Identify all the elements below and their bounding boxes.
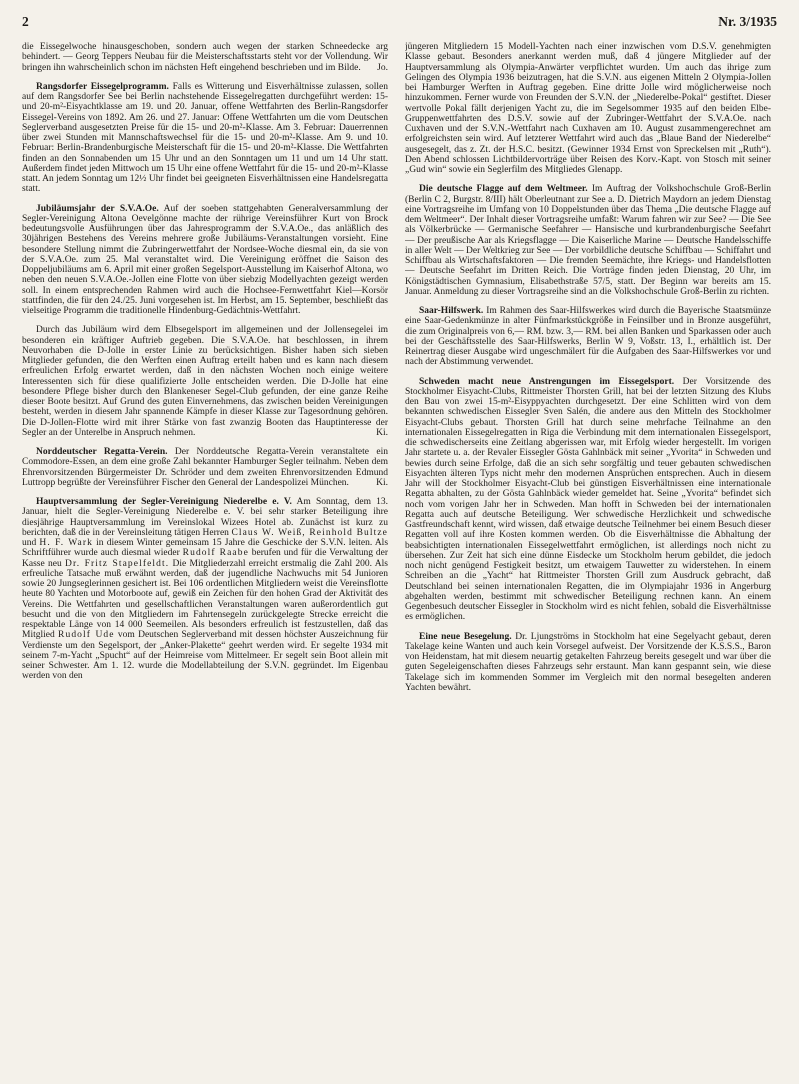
article-niederelbe (22, 497, 388, 682)
article-text: berufen und für die Verwaltung der Kasse neu (22, 548, 388, 569)
author-signature: Jo. (377, 62, 388, 73)
article-heading: Hauptversammlung der Segler-Vereinigung Niederelbe e. V. (36, 497, 292, 507)
article-regatta-verein (22, 447, 388, 488)
person-names: Claus W. Weiß, Reinhold Bultze (231, 527, 388, 538)
article-deutsche-flagge (405, 184, 771, 297)
article-text: jüngeren Mitgliedern 15 Modell-Yachten nach einer inzwischen vom D.S.V. genehmigten Klasse gebaut. Besonders anerkannt werden muß, daß 4 jüngere Mitglieder auf der Hauptversammlung als Olympia-Anwärter verpflichtet wurden. Um auch das ihrige zum Gelingen des Olympia 1936 beizutragen, hat die S.V.N. aus eigenen Mitteln 2 Olympia-Jollen bei Hamburger Werften in Auftrag gegeben. Eine dritte Jolle wird möglicherweise noch hinzukommen. Ferner wurde von Freunden der S.V.N. der „Niederelbe-Pokal“ gestiftet. Dieser wertvolle Pokal fällt derjenigen Yacht zu, die im Segelsommer 1935 auf den beiden Elbe-Gruppenwettfahrten des D.S.V. sowie auf der Zubringer-Wettfahrt der S.V.A.Oe. nach Cuxhaven und der S.V.N.-Wettfahrt nach Cuxhaven am 10. August zusammengerechnet am erfolgreichsten sein wird. Auf letzterer Wettfahrt wird auch das „Blaue Band der Niederelbe“ ausgesegelt, das z. Zt. der H.S.C. besitzt. (Gewinner 1934 Ernst von Spreckelsen mit „Ruth“). Den Abend schlossen Lichtbildervorträge über Reisen des Korv.-Kapt. von Stosch mit seiner „Gud win“ sowie ein Seglerfilm des Mitgliedes Glenapp. (405, 42, 771, 175)
article-text: Die Mitgliederzahl erreicht erstmalig die Zahl 200. Als erfreuliche Tatsache muß erwähnt werden, daß der jugendliche Nachwuchs mit 54 Junioren sowie 20 Jungseglerinnen gesichert ist. Bei 106 ordentlichen Mitgliedern weist die Vereinsflotte heute 80 Yachten und Motorboote auf, gewiß ein Zeichen für den hohen Grad der Aktivität des Vereins. Die Wettfahrten und gesellschaftlichen Veranstaltungen waren außerordentlich gut besucht und die von den Mitgliedern im Fahrtensegeln zurückgelegte Strecke erreicht die respektable Länge von 14 000 Seemeilen. Als besonders erfreulich ist festzustellen, daß das Mitglied (22, 558, 388, 641)
person-name: H. F. Wark (39, 538, 93, 548)
article-text: Im Auftrag der Volkshochschule Groß-Berlin (Berlin C 2, Burgstr. 8/III) hält Oberleutnant zur See a. D. Dietrich Maydorn an jedem Dienstag eine Vortragsreihe im Umfang von 10 Doppelstunden über das Thema „Die deutsche Flagge auf dem Weltmeer“. Der Inhalt dieser Vortragsreihe umfaßt: Warum fahren wir zur See? — Die See als Völkerbrücke — Germanische Seefahrer — Hansische und kurbrandenburgische Seefahrt — Der preußische Aar als Kriegsflagge — Die Kaiserliche Marine — Deutsche Handelsschiffe in aller Welt — Der Weltkrieg zur See — Der vorbildliche deutsche Schiffbau — Schiffahrt und Schiffbau als Wirtschaftsfaktoren — Die fremden Seemächte, ihre Kriegs- und Handelsflotten — Deutsche Seefahrt im Dritten Reich. Die Vorträge finden jeden Dienstag, 20 Uhr, im Königstädtischen Gymnasium, Elisabethstraße 57/5, statt. Der Beginn war bereits am 15. Januar. Anmeldung zu dieser Vortragsreihe sind an die Volkshochschule Groß-Berlin zu richten. (405, 184, 771, 297)
article-heading: Die deutsche Flagge auf dem Weltmeer. (419, 184, 588, 195)
article-niederelbe-continued (405, 42, 771, 175)
person-name: Rudolf Raabe (182, 548, 249, 559)
page-header (22, 14, 777, 36)
article-text: Der Norddeutsche Regatta-Verein veranstaltete ein Commodore-Essen, an dem eine große Zahl bekannter Hamburger Segler teilnahm. Neben dem Ehrenvorsitzenden Bürgermeister Dr. Schröder und dem zweiten Ehrenvorsitzenden Edmund Luttropp begrüßte der Vereinsführer Fischer den General der Landespolizei München. (22, 447, 388, 488)
article-heading: Jubiläumsjahr der S.V.A.Oe. (36, 203, 159, 214)
author-signature: Ki. (376, 427, 388, 438)
paragraph-text: die Eissegelwoche hinausgeschoben, sondern auch wegen der starken Schneedecke arg behindert. — Georg Teppers Neubau für die Meisterschaftsstarts steht vor der Vollendung. Wir bringen ihn wahrscheinlich schon im nächsten Heft eingehend beschrieben und im Bilde. (22, 42, 388, 73)
article-heading: Saar-Hilfswerk. (419, 306, 484, 316)
article-text: vom Deutschen Seglerverband mit dessen höchster Auszeichnung für Verdienste um den Segelsport, der „Anker-Plakette“ geehrt werden wird. Er segelte 1934 mit seinem 7-m-Yacht „Spucht“ auf der Heimreise vom Mittelmeer. Er segelt sein Boot allein mit seiner Schwester. Am 1. 12. wurde die Modellabteilung der S.V.N. gegründet. Im Eigenbau werden von den (22, 630, 388, 682)
article-text: Dr. Ljungströms in Stockholm hat eine Segelyacht gebaut, deren Takelage keine Wanten und auch kein Vorsegel aufweist. Der Vorsitzende der K.S.S.S., Baron von Heidenstam, hat mit diesem neuartig getakelten Fahrzeug bereits gesegelt und war über die guten Segeleigenschaften dieses Fahrzeugs sehr erstaunt. Man kann gespannt sein, wie diese Takelage sich im kommenden Sommer im Vergleich mit den normal besegelten anderen Yachten bewährt. (405, 631, 771, 693)
right-column (405, 42, 771, 1064)
article-heading: Schweden macht neue Anstrengungen im Eissegelsport. (419, 376, 675, 387)
article-jubilaeum-continued (22, 325, 388, 438)
person-name: Dr. Fritz Stapelfeldt. (65, 558, 170, 569)
article-text: in diesem Winter gemeinsam 15 Jahre die Geschicke der S.V.N. leiten. Als Schriftführer wurde auch diesmal wieder (22, 538, 388, 559)
article-text: Im Rahmen des Saar-Hilfswerkes wird durch die Bayerische Staatsmünze eine Saar-Gedenkmünze in alter Fünfmarkstückgröße in Feinsilber und in Bronze ausgeführt, die zum Originalpreis von 6,— RM. bzw. 3,— RM. bei allen Banken und Sparkassen oder auch bei der Geschäftsstelle des Saar-Hilfswerks, Berlin W 9, Voßstr. 13, I., erhältlich ist. Der Reinertrag dieser Ausgabe wird ungeschmälert für die Aufgaben des Saar-Hilfswerkes vor und nach der Abstimmung verwendet. (405, 306, 771, 368)
author-signature: Ki. (376, 477, 388, 488)
article-heading: Rangsdorfer Eissegelprogramm. (36, 81, 169, 92)
article-text: und (22, 538, 37, 548)
article-text: Auf der soeben stattgehabten Generalversammlung der Segler-Vereinigung Altona Oevelgönne machte der rührige Vereinsführer Kurt von Brock bedeutungsvolle Ausführungen über das Jahresprogramm der S.V.A.Oe., das anläßlich des 30jährigen Bestehens des Vereins mehrere große Jubiläums-Veranstaltungen vorsieht. Eine besondere Stellung nimmt die Zubringerwettfahrt der Nordsee-Woche diesmal ein, da sie von der S.V.A.Oe. zum 25. Mal veranstaltet wird. Die Vereinigung eröffnet die Saison des Doppeljubiläums am 6. April mit einer großen Segelsport-Ausstellung im Kaiserhof Altona, wo neben den neuen S.V.A.Oe.-Jollen eine Flotte von über siebzig Modellyachten gezeigt werden soll. In einem entsprechenden Rahmen wird auch die Hochsee-Fernwettfahrt Kiel—Korsör stattfinden, die für den 24./25. Juni vorgesehen ist. Im Herbst, am 15. September, beschließt das vielseitige Programm die traditionelle Hindenburg-Gedächtnis-Wettfahrt. (22, 203, 388, 316)
issue-number: Nr. 3/1935 (718, 14, 777, 29)
article-saar-hilfswerk (405, 306, 771, 368)
article-heading: Eine neue Besegelung. (419, 631, 512, 642)
article-text: Durch das Jubiläum wird dem Elbsegelsport im allgemeinen und der Jollensegelei im besonderen ein kräftiger Auftrieb gegeben. Die S.V.A.Oe. hat beschlossen, in ihrem Neuvorhaben die D-Jolle in erster Linie zu berücksichtigen. Bisher haben sich sieben Mitglieder gefunden, die den Werften einen Auftrag erteilt haben und es kann nach diesem erfreulichen Erfolg erwartet werden, daß in den nächsten Wochen noch einige weitere Interessenten sich für diese qualifizierte Jolle entscheiden werden. Die D-Jolle hat eine besondere Pflege bisher durch den Blankeneser Segel-Club gefunden, der eine ganze Reihe dieser Boote besitzt. Auf Grund des guten Einvernehmens, das zwischen beiden Vereinigungen besteht, werden in diesem Jahr spannende Kämpfe in dieser Klasse zur Tagesordnung gehören. Die D-Jollen-Flotte wird mit ihrer Stärke von fast zwanzig Booten das Hauptinteresse der Segler an der Unterelbe in Anspruch nehmen. (22, 325, 388, 438)
page-number: 2 (22, 14, 29, 29)
article-neue-besegelung (405, 632, 771, 694)
article-jubilaeum (22, 204, 388, 317)
article-text: Der Vorsitzende des Stockholmer Eisyacht-Clubs, Rittmeister Thorsten Grill, hat bei der letzten Sitzung des Klubs den Bau von zwei 15-m²-Eisyppyachten durchgesetzt. Der eine Schlitten wird von dem bekannten schwedischen Eissegler Sven Salén, die andere aus den Mitteln des Stockholmer Eisyacht-Clubs gebaut. Thorsten Grill hat durch seine mehrfache Teilnahme an den internationalen Eissegelregatten in Riga die Verbindung mit dem internationalen Eissegelsport, die schwedischerseits eine Zeitlang abgerissen war, mit Erfolg wieder hergestellt. Im vorigen Jahr startete u. a. der Revaler Eissegler Gösta Gahlnbäck mit seiner „Yvorita“ in Schweden und bewies durch seine Erfolge, daß die an sich sehr sorgfältig und teuer gebauten schwedischen Eisyachten älteren Typs nicht mehr den modernen Ansprüchen entsprechen. Auch in diesem Jahr will der Stockholmer Eisyacht-Club bei günstigen Eisverhältnissen eine internationale Regatta abhalten, zu der Gösta Gahlnbäck wieder gemeldet hat. Seine „Yvorita“ befindet sich noch vom vorigen Jahr her in Schweden. Man hofft in Schweden bei der internationalen Regatta auch auf deutsche Beteiligung. Wer schwedische Herzlichkeit und schwedische Gastfreundschaft kennt, wird wissen, daß etwaige deutsche Teilnehmer bei einem Besuch dieser Regatten voll auf ihre Kosten kommen werden. Ob die Eisverhältnisse die Abhaltung der beabsichtigten internationalen Eissegelwettfahrt ermöglichen, ist allerdings noch nicht zu übersehen. Zur Zeit hat sich eine dünne Eisdecke um Stockholm herum gebildet, die jedoch noch nicht genügend Festigkeit besitzt, um etwaigem Tauwetter zu widerstehen. In einem Schreiben an die „Yacht“ hat Rittmeister Thorsten Grill zum Ausdruck gebracht, daß Deutschland bei seinen internationalen Regatten, die im Olympiajahr 1936 in Angerburg abgehalten werden, bestimmt mit schwedischer Beteiligung rechnen kann. An einem Gegenbesuch deutscher Eissegler in Stockholm wird es nicht fehlen, sobald die Eisverhältnisse es ermöglichen. (405, 376, 771, 623)
person-name: Rudolf Ude (58, 630, 115, 641)
article-rangsdorf (22, 82, 388, 195)
article-heading: Norddeutscher Regatta-Verein. (36, 447, 168, 457)
article-text: Am Sonntag, dem 13. Januar, hielt die Segler-Vereinigung Niederelbe e. V. bei sehr starker Beteiligung ihre diesjährige Hauptversammlung im Vereinslokal Wizees Hotel ab. Zunächst ist kurz zu berichten, daß die in der Vereinsleitung tätigen Herren (22, 497, 388, 538)
article-text: Falls es Witterung und Eisverhältnisse zulassen, sollen auf dem Rangsdorfer See bei Berlin nachstehende Eissegelregatten durchgeführt werden: 15- und 20-m²-Eisyachtklasse am 19. und 20. Januar, offene Wettfahrten des Berlin-Rangsdorfer Eissegel-Vereins von 1892. Am 26. und 27. Januar: Offene Wettfahrten um die vom Deutschen Seglerverband ausgesetzten Preise für die 15- und 20-m²-Klasse. Am 3. Februar: Dauerrennen über zwei Stunden mit Mannschaftswechsel für die 15- und 20-m²-Klasse. Am 9. und 10. Februar: Berlin-Brandenburgische Meisterschaft für die 15- und 20-m²-Klasse. Die Wettfahrten finden an den Sonnabenden um 15 Uhr und an den Sonntagen um 11 und um 14 Uhr statt. Außerdem findet jeden Mittwoch um 15 Uhr eine offene Wettfahrt für die 15- und 20-m²-Klasse statt. An jedem Sonntag um 12½ Uhr findet bei geeigneten Eisverhältnissen eine Handelsregatta statt. (22, 81, 388, 195)
left-column (22, 42, 388, 1064)
article-continuation (22, 42, 388, 73)
article-schweden (405, 377, 771, 623)
